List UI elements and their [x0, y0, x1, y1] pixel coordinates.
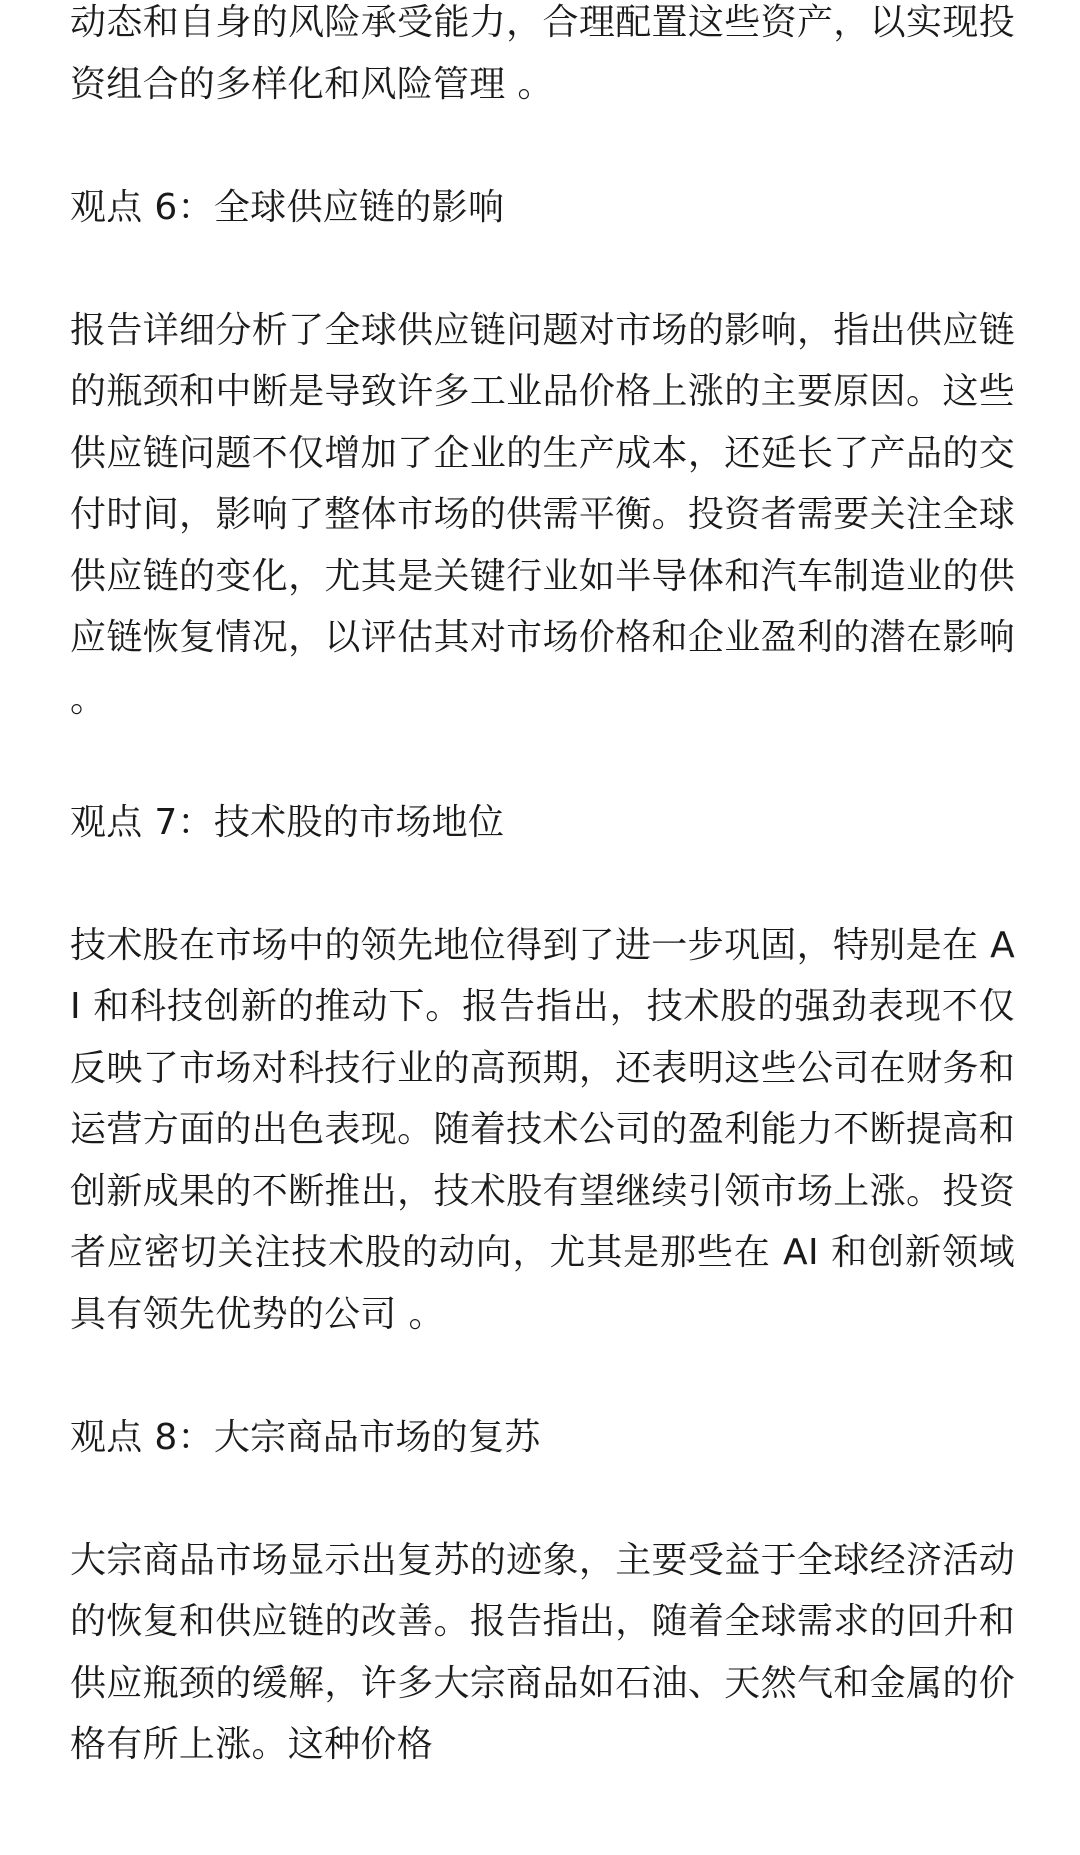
section-heading-6: 观点 6：全球供应链的影响 — [70, 186, 505, 228]
paragraph-tech-stocks: 技术股在市场中的领先地位得到了进一步巩固，特别是在 AI 和科技创新的推动下。报告指出，技术股的强劲表现不仅反映了市场对科技行业的高预期，还表明这些公司在财务和运营方面的出色表现。随着技术公司的盈利能力不断提高和创新成果的不断推出，技术股有望继续引领市场上涨。投资者应密切关注技术股的动向，尤其是那些在 AI 和创新领域具有领先优势的公司 。 — [70, 924, 1015, 1335]
article-body — [70, 0, 1015, 1837]
paragraph-asset-allocation: 动态和自身的风险承受能力，合理配置这些资产，以实现投资组合的多样化和风险管理 。 — [70, 2, 1015, 105]
section-heading-7: 观点 7：技术股的市场地位 — [70, 801, 505, 843]
paragraph-supply-chain: 报告详细分析了全球供应链问题对市场的影响，指出供应链的瓶颈和中断是导致许多工业品价格上涨的主要原因。这些供应链问题不仅增加了企业的生产成本，还延长了产品的交付时间，影响了整体市场的供需平衡。投资者需要关注全球供应链的变化，尤其是关键行业如半导体和汽车制造业的供应链恢复情况，以评估其对市场价格和企业盈利的潜在影响 。 — [70, 309, 1015, 720]
paragraph-commodities: 大宗商品市场显示出复苏的迹象，主要受益于全球经济活动的恢复和供应链的改善。报告指出，随着全球需求的回升和供应瓶颈的缓解，许多大宗商品如石油、天然气和金属的价格有所上涨。这种价格 — [70, 1539, 1015, 1765]
section-heading-8: 观点 8：大宗商品市场的复苏 — [70, 1416, 541, 1458]
